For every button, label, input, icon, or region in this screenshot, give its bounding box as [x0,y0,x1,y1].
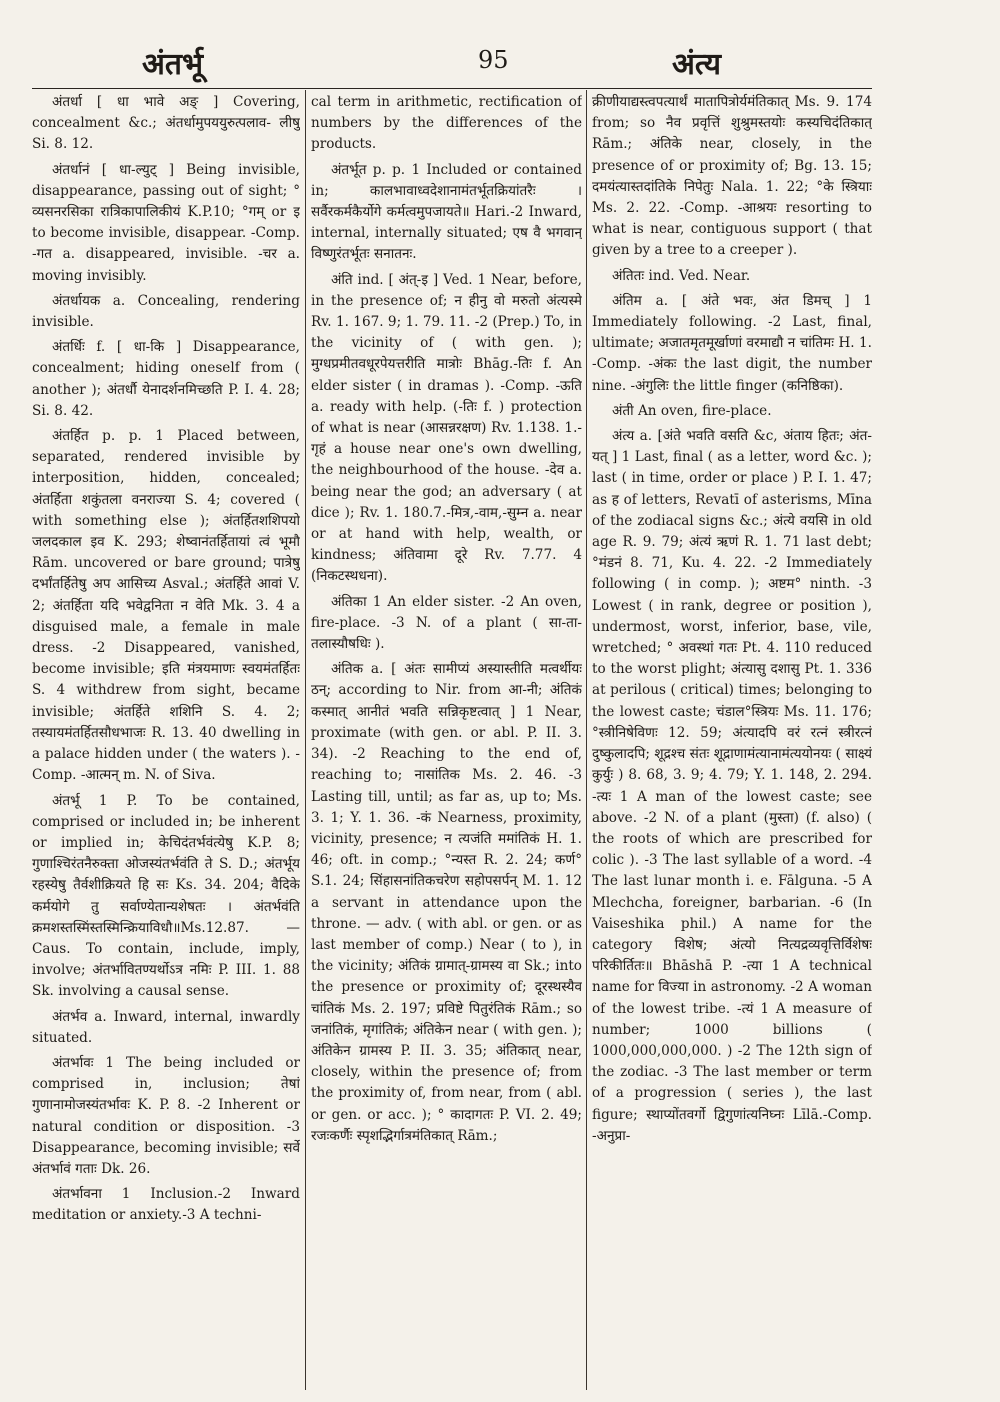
header-rule [32,88,872,89]
entry: अंति ind. [ अंत्-इ ] Ved. 1 Near, before, in the presence of; न हीनु वो मरुतो अंत्यस्मे Rv. 1. 167. 9; 1. 79. 11. -2 (Prep.) To, in the vicinity of ( with gen. ); मुग्धप्रमीतवधूरपेयत्तरीति मात्रोः Bhāg.-तिः f. An elder sister ( in dramas ). -Comp. -ऊति a. ready with help. (-तिः f. ) protection of what is near (आसन्नरक्षण) Rv. 1.138. 1.-गृहं a house near one's own dwelling, the neighbourhood of the house. -देव a. being near the god; an adversary ( at dice ); Rv. 1. 180.7.-मित्र,-वाम,-सुम्न a. near or at hand with help, wealth, or kindness; अंतिवामा दूरे Rv. 7.77. 4 (निकटस्थधना). [311,271,582,585]
column-divider [586,90,587,1390]
page-number: 95 [478,46,509,74]
running-head-right: अंत्य [672,47,722,82]
entry: अंतर्धिः f. [ धा-कि ] Disappearance, concealment; hiding oneself from ( another ); अंतर्धौ येनादर्शनमिच्छति P. I. 4. 28; Si. 8. 42. [32,339,300,419]
column-3 [592,92,872,1397]
column-divider [305,90,306,1390]
entry: अंतर्धानं [ धा-ल्युट् ] Being invisible, disappearance, passing out of sight; ° व्यसनरसिका रात्रिकापालिकीयं K.P.10; °गम् or इ to become invisible, disappear. -Comp. -गत a. disappeared, invisible. -चर a. moving invisibly. [32,161,300,284]
entry: अंत्य a. [अंते भवति वसति &c, अंताय हितः; अंत-यत् ] 1 Last, final ( as a letter, word &c. ); last ( in time, order or place ) P. I. 1. 47; as ह of letters, Revatī of asterisms, Mīna of the zodiacal signs &c.; अंत्ये वयसि in old age R. 9. 79; अंत्यं ऋणं R. 1. 71 last debt; °मंडनं 8. 71, Ku. 4. 22. -2 Immediately following ( in comp. ); अष्टम° ninth. -3 Lowest ( in rank, degree or position ), undermost, worst, inferior, base, vile, wretched; ° अवस्थां गतः Pt. 4. 110 reduced to the worst plight; अंत्यासु दशासु Pt. 1. 336 at perilous ( critical) times; belonging to the lowest caste; चंडाल°स्त्रियः Ms. 11. 176; °स्त्रीनिषेविणः 12. 59; अंत्यादपि वरं रत्नं स्त्रीरत्नं दुष्कुलादपि; शूद्रश्च संतः शूद्राणामंत्यानामंत्ययोनयः ( साक्ष्यं कुर्युः ) 8. 68, 3. 9; 4. 79; Y. 1. 148, 2. 294. -त्यः 1 A man of the lowest caste; see above. -2 N. of a plant (मुस्ता) (f. also) ( the roots of which are prescribed for colic ). -3 The last syllable of a word. -4 The last lunar month i. e. Fālguna. -5 A Mlechcha, foreigner, barbarian. -6 (In Vaiseshika phil.) A name for the category विशेष; अंत्यो नित्यद्रव्यवृत्तिर्विशेषः परिकीर्तितः॥ Bhāshā P. -त्या 1 A technical name for विज्या in astronomy. -2 A woman of the lowest tribe. -त्यं 1 A measure of number; 1000 billions ( 1000,000,000,000. ) -2 The 12th sign of the zodiac. -3 The last member or term of a progression ( series ), the last figure; स्थाप्योंतवर्गो द्विगुणांत्यनिघ्नः Līlā.-Comp. -अनुप्रा- [592,428,872,1144]
entry-continuation: क्रीणीयाद्यस्त्वपत्यार्थं मातापित्रोर्यमंतिकात् Ms. 9. 174 from; so नैव प्रवृत्तिं शुश्रुमस्तयोः कस्यचिदंतिकात् Rām.; अंतिके near, closely, in the presence of or proximity of; Bg. 13. 15; दमयंत्यास्तदांतिके निपेतुः Nala. 1. 22; °के स्त्रियाः Ms. 2. 22. -Comp. -आश्रयः resorting to what is near, contiguous support ( that given by a tree to a creeper ). [592,94,872,259]
entry: अंतर्भव a. Inward, internal, inwardly situated. [32,1008,300,1046]
entry: अंती An oven, fire-place. [612,402,772,419]
column-2 [311,92,582,1397]
entry: अंतिम a. [ अंते भवः, अंत डिमच् ] 1 Immediately following. -2 Last, final, ultimate; अजातमृतमूर्खाणां वरमाद्यौ न चांतिमः H. 1. -Comp. -अंकः the last digit, the number nine. -अंगुलिः the little finger (कनिष्ठिका). [592,292,872,394]
running-head-left: अंतर्भू [142,47,204,82]
entry: अंतर्भूत p. p. 1 Included or contained in; कालभावाध्वदेशानामंतर्भूतक्रियांतरैः । सर्वैरकर्मकैर्योगे कर्मत्वमुपजायते॥ Hari.-2 Inward, internal, internally situated; एष वै भगवान् विष्णुरंतर्भूतः सनातनः. [311,161,582,263]
entry: अंतिक a. [ अंतः सामीप्यं अस्यास्तीति मत्वर्थीयः ठन्; according to Nir. from आ-नी; अंतिकं कस्मात् आनीतं भवति सन्निकृष्टत्वात् ] 1 Near, proximate (with gen. or abl. P. II. 3. 34). -2 Reaching to the end of, reaching to; नासांतिक Ms. 2. 46. -3 Lasting till, until; as far as, up to; Ms. 3. 1; Y. 1. 36. -कं Nearness, proximity, vicinity, presence; न त्यजंति ममांतिकं H. 1. 46; oft. in comp.; °न्यस्त R. 2. 24; कर्ण° S.1. 24; सिंहासनांतिकचरेण सहोपसर्पन् M. 1. 12 a servant in attendance upon the throne. — adv. ( with abl. or gen. or as last member of comp.) Near ( to ), in the vicinity; अंतिकं ग्रामात्-ग्रामस्य वा Sk.; into the presence or proximity of; दूरस्थस्यैव चांतिकं Ms. 2. 197; प्रविष्टे पितुरंतिकं Rām.; so जनांतिकं, मृगांतिकं; अंतिकेन near ( with gen. ); अंतिकेन ग्रामस्य P. II. 3. 35; अंतिकात् near, closely, within the presence of; from the proximity of, from near, from ( abl. or gen. or acc. ); ° कादागतः P. VI. 2. 49; रजःकर्णैः स्पृशद्भिर्गात्रमंतिकात् Rām.; [311,661,582,1144]
column-1 [32,92,300,1397]
entry: अंतर्भू 1 P. To be contained, comprised or included in; be inherent or implied in; केचिदंतर्भवंत्येषु K.P. 8; गुणाश्चिरंतनैरुक्ता ओजस्यंतर्भवंति ते S. D.; अंतर्भूय रहस्येषु तैर्वशीक्रियते हि सः Ks. 34. 204; वैदिके कर्मयोगे तु सर्वाण्येतान्यशेषतः । अंतर्भवंति क्रमशस्तस्मिंस्तस्मिन्क्रियाविधौ॥Ms.12.87. — Caus. To contain, include, imply, involve; अंतर्भावितण्यर्थोऽत्र नमिः P. III. 1. 88 Sk. involving a causal sense. [32,792,300,1000]
entry: अंतितः ind. Ved. Near. [612,267,751,284]
entry: अंतर्भावः 1 The being included or comprised in, inclusion; तेषां गुणानामोजस्यंतर्भावः K. P. 8. -2 Inherent or natural condition or disposition. -3 Disappearance, becoming invisible; सर्वे अंतर्भावं गताः Dk. 26. [32,1054,300,1177]
entry: अंतर्भावना 1 Inclusion.-2 Inward meditation or anxiety.-3 A techni- [32,1186,300,1224]
entry: अंतिका 1 An elder sister. -2 An oven, fire-place. -3 N. of a plant ( सा-ता-तलास्यौषधिः ). [311,593,582,653]
entry: अंतर्हित p. p. 1 Placed between, separated, rendered invisible by interposition, hidden, concealed; अंतर्हिता शकुंतला वनराज्या S. 4; covered ( with something else ); अंतर्हितशशिपयो जलदकाल इव K. 293; शेष्वानंतर्हितायां त्वं भूमौ Rām. uncovered or bare ground; पात्रेषु दर्भांतर्हितेषु अप आसिच्य Asval.; अंतर्हिते आवां V. 2; अंतर्हिता यदि भवेद्वनिता न वेति Mk. 3. 4 a disguised male, a female in male dress. -2 Disappeared, vanished, become invisible; इति मंत्रयमाणः स्वयमंतर्हितः S. 4 withdrew from sight, became invisible; अंतर्हिते शशिनि S. 4. 2; तस्यायमंतर्हितसौधभाजः R. 13. 40 dwelling in a palace hidden under ( the waters ). -Comp. -आत्मन् m. N. of Siva. [32,428,300,784]
entry: अंतर्धायक a. Concealing, rendering invisible. [32,292,300,331]
entry: अंतर्धा [ धा भावे अङ् ] Covering, concealment &c.; अंतर्धामुपययुरुत्पलाव- लीषु Si. 8. 12. [32,94,300,153]
entry-continuation: cal term in arithmetic, rectification of numbers by the differences of the products. [311,94,582,153]
